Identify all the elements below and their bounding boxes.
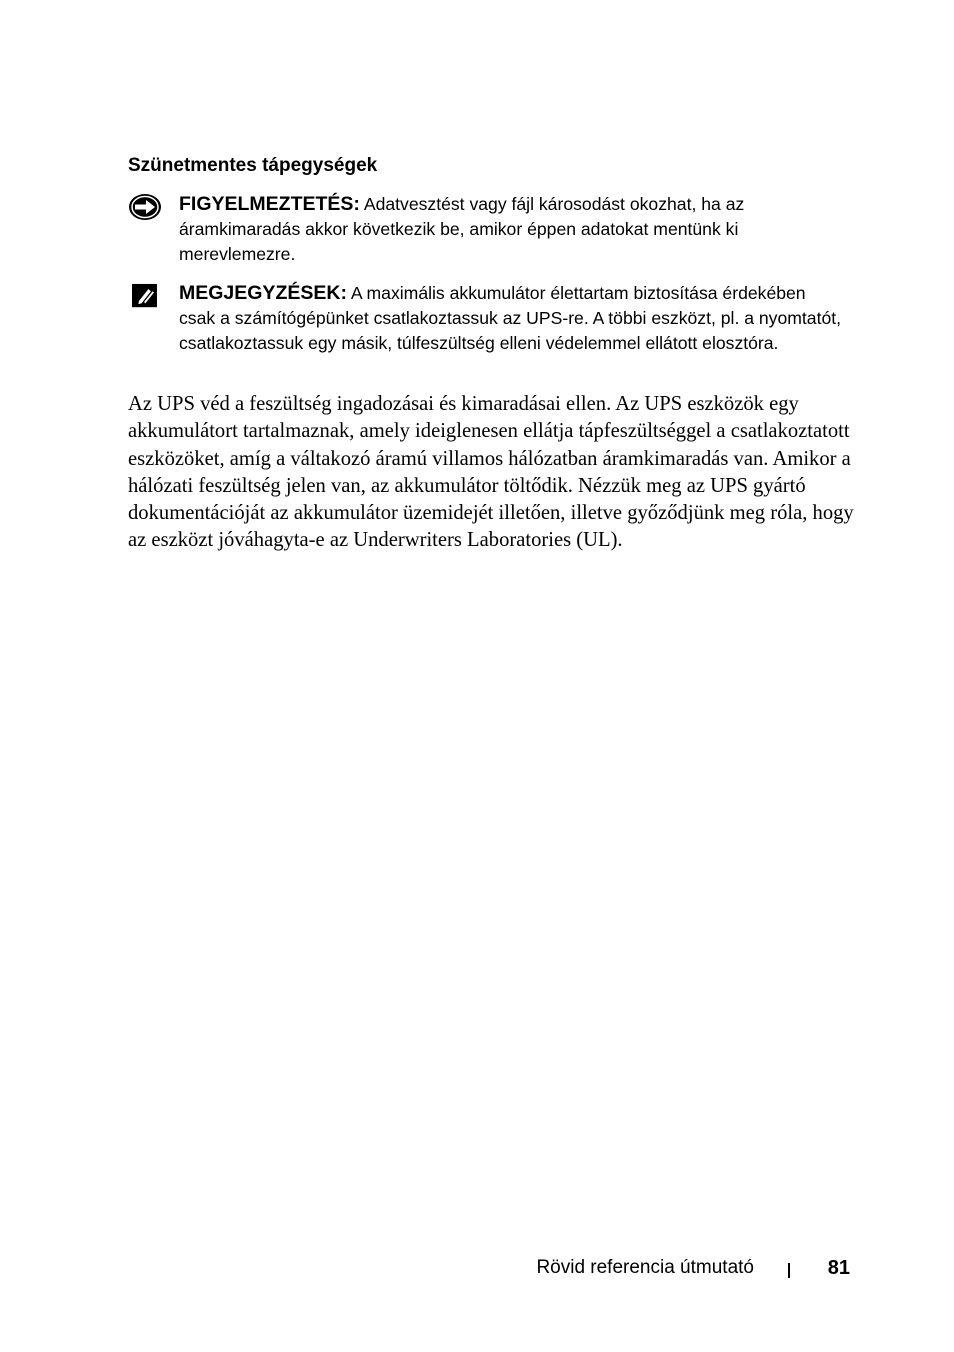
warning-label: FIGYELMEZTETÉS: xyxy=(179,193,360,215)
footer-separator xyxy=(788,1263,790,1278)
note-label: MEGJEGYZÉSEK: xyxy=(179,282,347,304)
page-number: 81 xyxy=(827,1257,850,1279)
section-heading: Szünetmentes tápegységek xyxy=(128,155,378,176)
warning-text xyxy=(179,192,844,267)
warning-body: Adatvesztést vagy fájl károsodást okozhat, ha az áramkimaradás akkor következik be, amikor éppen adatokat mentünk ki merevlemezre. xyxy=(179,194,745,264)
note-body: A maximális akkumulátor élettartam biztosítása érdekében csak a számítógépünket csatlakoztassuk az UPS-re. A többi eszközt, pl. a nyomtatót, csatlakoztassuk egy másik, túlfeszültség elleni védelemmel ellátott elosztóra. xyxy=(179,283,842,353)
body-paragraph: Az UPS véd a feszültség ingadozásai és kimaradásai ellen. Az UPS eszközök egy akkumulátort tartalmaznak, amely ideiglenesen ellátja tápfeszültséggel a csatlakoztatott eszközöket, amíg a váltakozó áramú villamos hálózatban áramkimaradás van. Amikor a hálózati feszültség jelen van, az akkumulátor töltődik. Nézzük meg az UPS gyártó dokumentációját az akkumulátor üzemidejét illetően, illetve győződjünk meg róla, hogy az eszközt jóváhagyta-e az Underwriters Laboratories (UL). xyxy=(128,393,854,552)
notice-arrow-icon xyxy=(128,192,164,222)
note-text xyxy=(179,281,844,356)
footer-title: Rövid referencia útmutató xyxy=(536,1257,754,1278)
pencil-note-icon xyxy=(132,281,163,311)
page-footer xyxy=(0,1254,954,1284)
